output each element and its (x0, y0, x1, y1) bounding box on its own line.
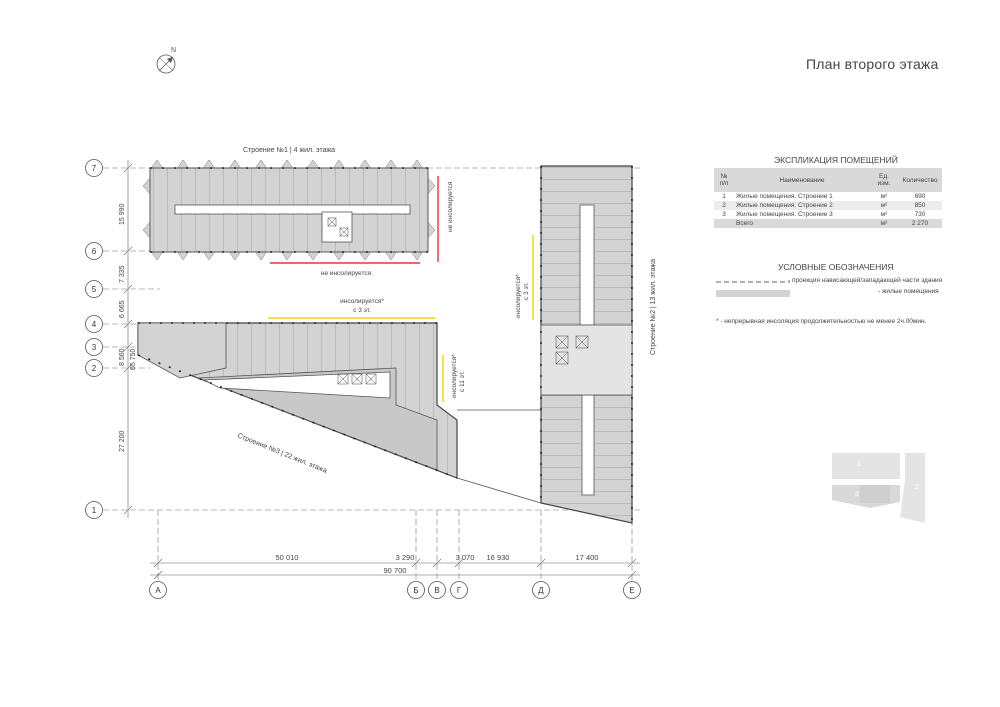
total-name: Всего (736, 220, 754, 227)
dim-65750: 65 750 (130, 348, 137, 370)
row-axis-bubbles (86, 160, 103, 519)
col-axis-bubbles (150, 582, 641, 599)
legend-title: УСЛОВНЫЕ ОБОЗНАЧЕНИЯ (778, 262, 894, 272)
dim-90700: 90 700 (383, 566, 407, 575)
b1-not-insolated-east: не инсолируется (447, 181, 454, 232)
axis-3: 3 (91, 343, 97, 352)
row-qty: 850 (914, 202, 926, 209)
b3-insolated-top-1: инсолируется* (340, 298, 384, 305)
row-num: 3 (722, 211, 726, 218)
building-3 (138, 323, 457, 478)
row-name: Жилые помещения. Строение 3 (736, 211, 833, 218)
key-label-1: 1 (857, 461, 861, 468)
b3-label: Строение №3 | 22 жил. этажа (236, 432, 328, 475)
b3-insolated-side-1: инсолируется* (451, 354, 458, 398)
axis-7: 7 (91, 164, 97, 173)
b2-insolated-1: инсолируется* (515, 274, 522, 318)
axis-E: Е (629, 586, 635, 595)
key-label-3: 3 (855, 491, 859, 498)
row-qty: 690 (914, 193, 926, 200)
row-unit: м² (880, 193, 888, 200)
axis-6: 6 (91, 247, 97, 256)
table-row (714, 192, 942, 201)
legend-item-dashed: - проекция нависающей/западающей части здания (788, 277, 943, 284)
courtyard-line (457, 478, 541, 503)
dim-7335: 7 335 (119, 265, 126, 283)
row-num: 1 (722, 193, 726, 200)
total-unit: м² (880, 220, 888, 227)
row-num: 2 (722, 202, 726, 209)
header-qty: Количество (902, 176, 938, 184)
axis-B: Б (413, 586, 419, 595)
axis-D: Д (538, 586, 544, 595)
row-unit: м² (880, 202, 888, 209)
row-qty: 730 (914, 211, 926, 218)
dim-3070: 3 070 (455, 553, 475, 562)
explication-title: ЭКСПЛИКАЦИЯ ПОМЕЩЕНИЙ (774, 155, 898, 165)
explication-header-row (714, 168, 942, 192)
building-1 (143, 160, 435, 260)
b2-label: Строение №2 | 13 жил. этажа (650, 259, 657, 355)
b3-insolated-side-2: с 11 эт. (459, 371, 466, 392)
key-label-2: 2 (915, 484, 919, 491)
b1-label: Строение №1 | 4 жил. этажа (242, 147, 336, 154)
footnote: * - непрерывная инсоляция продолжительностью не менее 2ч.00мин. (716, 318, 927, 325)
building-2 (541, 166, 632, 523)
row-num-empty (714, 219, 734, 228)
row-name: Жилые помещения. Строение 1 (736, 193, 833, 200)
header-name: Наименование (779, 176, 825, 184)
dim-16930: 16 930 (486, 553, 510, 562)
dim-3290: 3 290 (395, 553, 415, 562)
sheet-title: План второго этажа (806, 56, 939, 72)
axis-V: В (434, 586, 440, 595)
axis-2: 2 (91, 364, 97, 373)
axis-G: Г (456, 586, 462, 595)
dim-8560: 8 560 (119, 348, 126, 366)
axis-A: А (155, 586, 161, 595)
header-unit: Ед. изм. (877, 173, 891, 187)
north-label: N (171, 47, 177, 54)
dim-15990: 15 990 (119, 203, 126, 225)
key-plan (832, 453, 925, 523)
b1-not-insolated-south: не инсолируется (320, 270, 372, 277)
total-qty: 2 270 (911, 220, 929, 227)
row-unit: м² (880, 211, 888, 218)
legend-item-grey: - жилые помещения (878, 288, 939, 295)
row-name: Жилые помещения. Строение 2 (736, 202, 833, 209)
table-row-total (714, 219, 942, 228)
axis-5: 5 (91, 285, 97, 294)
explication-table (714, 168, 942, 228)
axis-1: 1 (91, 506, 97, 515)
table-row (714, 210, 942, 219)
table-row (714, 201, 942, 210)
col-axis-labels (155, 586, 634, 595)
b2-insolated-2: с 3 эт. (523, 282, 530, 300)
dim-27200: 27 200 (119, 430, 126, 452)
legend-grey-swatch (716, 290, 790, 297)
b3-insolated-top-2: с 3 эт. (353, 307, 371, 314)
header-num: № п/п (719, 173, 729, 187)
dim-50010: 50 010 (275, 553, 299, 562)
dim-17400: 17 400 (575, 553, 599, 562)
axis-4: 4 (91, 320, 97, 329)
north-arrow-icon (157, 55, 175, 73)
dim-6665: 6 665 (119, 300, 126, 318)
